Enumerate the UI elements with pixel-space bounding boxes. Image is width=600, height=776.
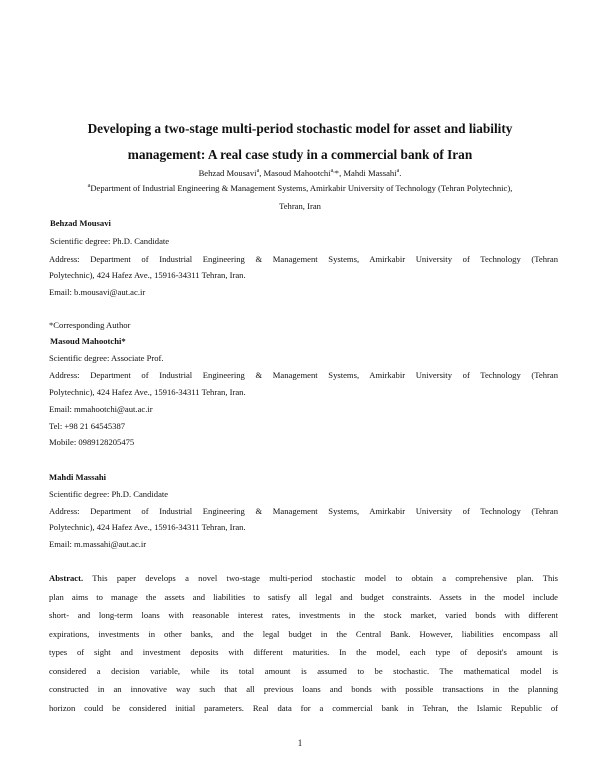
abstract-text: This paper develops a novel two-stage multi-period stochastic model to obtain a comprehensive plan. This (83, 573, 558, 583)
author2-mobile: Mobile: 0989128205475 (49, 437, 135, 447)
corresponding-star: * (334, 168, 340, 178)
abstract-line: horizon could be considered initial parameters. Real data for a commercial bank in Tehran, the Islamic Republic of (49, 702, 558, 713)
author-name: Masoud Mahootchi (263, 168, 331, 178)
abstract-label: Abstract. (49, 573, 84, 583)
page-number: 1 (297, 738, 303, 748)
affiliation-text: Department of Industrial Engineering & Management Systems, Amirkabir University of Technology (Tehran Polytechnic), (90, 183, 513, 193)
author1-address-2: Polytechnic), 424 Hafez Ave., 15916-34311 Tehran, Iran. (49, 270, 246, 280)
corresponding-author-note: *Corresponding Author (49, 320, 131, 330)
author2-tel: Tel: +98 21 64545387 (49, 421, 126, 431)
author-superscript: a, (330, 168, 335, 175)
abstract-line: plan aims to manage the assets and liabilities to satisfy all legal and budget constraints. Assets in the model include (49, 591, 558, 602)
author3-address-1: Address: Department of Industrial Engineering & Management Systems, Amirkabir University of Technology (Tehran (49, 506, 558, 516)
author2-address-2: Polytechnic), 424 Hafez Ave., 15916-34311 Tehran, Iran. (49, 387, 246, 397)
author-name: Mahdi Massahi (343, 168, 397, 178)
author3-degree: Scientific degree: Ph.D. Candidate (49, 489, 169, 499)
abstract-paragraph (49, 569, 558, 717)
abstract-line: considered a decision variable, while its total amount is assumed to be stochastic. The mathematical model is (49, 665, 558, 676)
abstract-line: constructed in an innovative way such that all previous loans and bonds with possible transactions in the planning (49, 684, 558, 694)
author-superscript: a (256, 168, 260, 175)
author2-address-1: Address: Department of Industrial Engineering & Management Systems, Amirkabir University of Technology (Tehran (49, 370, 558, 380)
author3-email: Email: m.massahi@aut.ac.ir (49, 539, 147, 549)
abstract-line: expirations, investments in other banks, and the legal budget in the Central Bank. However, liabilities encompass all (49, 628, 558, 639)
author3-address-2: Polytechnic), 424 Hafez Ave., 15916-34311 Tehran, Iran. (49, 522, 246, 532)
author1-address-1: Address: Department of Industrial Engineering & Management Systems, Amirkabir University of Technology (Tehran (49, 254, 558, 264)
separator: , (259, 168, 264, 178)
author-superscript: a (396, 168, 400, 175)
affiliation-line-1 (40, 183, 560, 193)
title-line-1: Developing a two-stage multi-period stochastic model for asset and liability (87, 121, 513, 136)
author-list (40, 168, 560, 178)
author-name: Behzad Mousavi (198, 168, 257, 178)
author2-email: Email: mmahootchi@aut.ac.ir (49, 404, 153, 414)
paper-title (60, 116, 540, 168)
author3-name: Mahdi Massahi (49, 472, 107, 482)
author1-email: Email: b.mousavi@aut.ac.ir (49, 287, 146, 297)
author1-name: Behzad Mousavi (50, 218, 111, 228)
abstract-line: short- and long-term loans with reasonable interest rates, investments in the stock market, varied bonds with different (49, 610, 558, 620)
author2-degree: Scientific degree: Associate Prof. (49, 353, 164, 363)
affiliation-superscript: a (87, 183, 91, 190)
affiliation-line-2: Tehran, Iran (279, 201, 321, 211)
title-line-2: management: A real case study in a commercial bank of Iran (127, 147, 473, 162)
author2-name: Masoud Mahootchi* (50, 336, 126, 346)
separator: . (399, 168, 402, 178)
abstract-line: types of sight and investment deposits with different maturities. In the model, each type of deposit's amount is (49, 647, 558, 657)
author1-degree: Scientific degree: Ph.D. Candidate (50, 236, 170, 246)
separator: , (339, 168, 344, 178)
abstract-line (49, 569, 558, 588)
